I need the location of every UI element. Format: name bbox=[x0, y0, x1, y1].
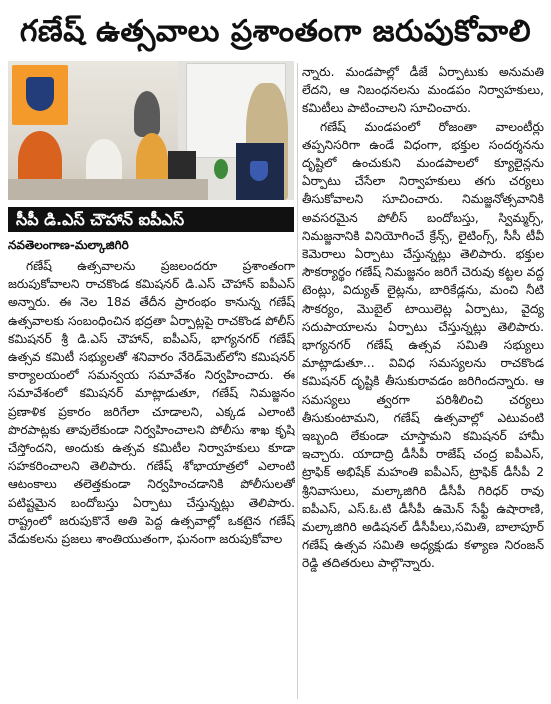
article-body-right-column bbox=[302, 63, 544, 699]
photo-caption: సీపీ డి.ఎస్ చౌహాన్ ఐపీఎస్ bbox=[8, 207, 294, 232]
article-photo bbox=[8, 61, 294, 200]
column-divider bbox=[297, 63, 298, 699]
police-emblem-icon bbox=[26, 77, 54, 111]
body-paragraph: గణేష్ మండపంలో రోజంతా వాలంటీర్లు తప్పనిసరిగా ఉండే విధంగా, భక్తుల సందర్శనను దృష్టిలో ఉంచుకుని మండపాలలో క్యూలైన్లను ఏర్పాటు చేసేలా నిర్వాహకులు తగు చర్యలు తీసుకోవాలని సూచించారు. నిమజ్జనోత్సవానికి అవసరమైన పోలీస్ బందోబస్తు, స్విమ్మర్స్, నిమజ్జనానికి వినియోగించే క్రేన్స్, లైటింగ్స్, సీసీ టీవీ కెమెరాలు ఏర్పాటు చేస్తున్నట్లు తెలిపారు. భక్తుల సౌకర్యార్థం గణేష్ నిమజ్జనం జరిగే చెరువు కట్టల వద్ద టెంట్లు, విద్యుత్ లైట్లను, బారికేడ్లను, మంచి నీటి సౌకర్యం, మొబైల్ టాయిలెట్ల ఏర్పాటు, వైద్య సదుపాయాలను ఏర్పాటు చేస్తున్నట్లు తెలిపారు. భాగ్యనగర్ గణేష్ ఉత్సవ సమితి సభ్యులు మాట్లాడుతూ... వివిధ సమస్యలను రాచకొండ కమిషనర్ దృష్టికి తీసుకురావడం జరిగిందన్నారు. ఆ సమస్యలు త్వరగా పరిశీలించి చర్యలు తీసుకుంటామని, గణేష్ ఉత్సవాల్లో ఎటువంటి ఇబ్బంది లేకుండా చూస్తామని కమిషనర్ హామీ ఇచ్చారు. యాదాద్రి డీసీపీ రాజేష్ చంద్ర ఐపీఎస్, ట్రాఫిక్ అభిషేక్ మహంతి ఐపీఎస్, ట్రాఫిక్ డీసీపీ 2 శ్రీనివాసులు, మల్కాజిగిరి డీసీపీ గిరిధర్ రావు ఐపీఎస్, ఎస్.ఓ.టి డీసీపీ ఉమెన్ సేఫ్టీ ఉషారాణి, మల్కాజిగిరి అడిషనల్ డీసీపీలు,సమితి, బాలాపూర్ గణేష్ ఉత్సవ సమితి అధ్యక్షుడు కళ్యాణ నిరంజన్ రెడ్డి తదితరులు పాల్గొన్నారు. bbox=[302, 119, 544, 571]
dateline: నవతెలంగాణ-మల్కాజిగిరి bbox=[8, 238, 129, 252]
body-paragraph: న్నారు. మండపాల్లో డీజే ఏర్పాటుకు అనుమతి లేదని, ఆ నిబంధనలను మండపం నిర్వాహకులు, కమిటీలు పాటించాలని సూచించారు. bbox=[302, 65, 544, 116]
podium-emblem-icon bbox=[250, 161, 268, 181]
body-paragraph: గణేష్ ఉత్సవాలను ప్రజలందరూ ప్రశాంతంగా జరుపుకోవాలని రాచకొండ కమిషనర్ డి.ఎస్ చౌహాన్ ఐపీఎస్ అన్నారు. ఈ నెల 18వ తేదీన ప్రారంభం కానున్న గణేష్ ఉత్సవాలకు సంబంధించిన భద్రతా ఏర్పాట్లపై రాచకొండ పోలీస్ కమిషనర్ శ్రీ డి.ఎస్ చౌహాన్, ఐపీఎస్, భాగ్యనగర్ గణేష్ ఉత్సవ కమిటీ సభ్యులతో శనివారం నేరెడ్‌మెట్‌లోని కమిషనర్ కార్యాలయంలో సమన్వయ సమావేశం నిర్వహించారు. ఈ సమావేశంలో కమిషనర్ మాట్లాడుతూ, గణేష్ నిమజ్జనం ప్రణాళిక ప్రకారం జరిగేలా చూడాలని, ఎక్కడ ఎలాంటి పొరపాట్లకు తావులేకుండా నిర్వహించాలని పోలీసు శాఖ కృషి చేస్తోందని, అందుకు ఉత్సవ కమిటీల నిర్వాహకులు కూడా సహకరించాలని తెలిపారు. గణేష్ శోభాయాత్రలో ఎలాంటి ఆటంకాలు తలెత్తకుండా నిర్వహించడానికి పోలీసులతో పటిష్టమైన బందోబస్తు ఏర్పాటు చేస్తున్నట్లు తెలిపారు. రాష్ట్రంలో జరుపుకొనే అతి పెద్ద ఉత్సవాల్లో ఒకటైన గణేష్ వేడుకలను ప్రజలు శాంతియుతంగా, ఘనంగా జరుపుకోవాల bbox=[8, 259, 295, 547]
article-body-left-column bbox=[8, 257, 295, 699]
article-headline: గణేష్ ఉత్సవాలు ప్రశాంతంగా జరుపుకోవాలి bbox=[19, 14, 532, 49]
